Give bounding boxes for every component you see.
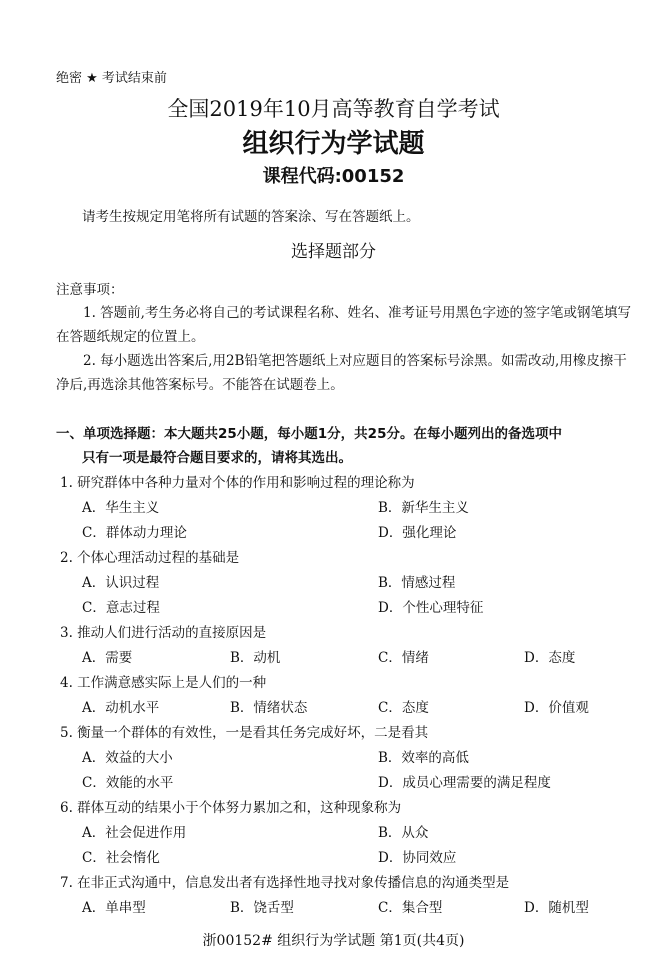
question-4-option-b: B．情绪状态: [230, 700, 308, 716]
note-item-2: 2. 每小题选出答案后,用2B铅笔把答题纸上对应题目的答案标号涂黑。如需改动,用橡皮擦干净后,再选涂其他答案标号。不能答在试题卷上。: [56, 353, 627, 393]
question-7-stem: 7. 在非正式沟通中，信息发出者有选择性地寻找对象传播信息的沟通类型是: [60, 875, 510, 891]
part-title: 选择题部分: [291, 242, 376, 262]
question-7-option-b: B．饶舌型: [230, 900, 294, 916]
question-4-option-d: D．价值观: [524, 700, 589, 716]
question-6-option-a: A．社会促进作用: [82, 825, 187, 841]
section-heading-line2: 只有一项是最符合题目要求的，请将其选出。: [82, 450, 352, 466]
question-7-option-c: C．集合型: [378, 900, 443, 916]
question-6-stem: 6. 群体互动的结果小于个体努力累加之和，这种现象称为: [60, 800, 402, 816]
question-2-option-a: A．认识过程: [82, 575, 160, 591]
question-4-stem: 4. 工作满意感实际上是人们的一种: [60, 675, 267, 691]
question-1-option-b: B．新华生主义: [378, 500, 469, 516]
question-5-option-c: C．效能的水平: [82, 775, 174, 791]
question-4-option-a: A．动机水平: [82, 700, 160, 716]
question-1-option-a: A．华生主义: [82, 500, 160, 516]
question-3-option-b: B．动机: [230, 650, 281, 666]
question-1-stem: 1. 研究群体中各种力量对个体的作用和影响过程的理论称为: [60, 475, 415, 491]
section-heading-line1: 一、单项选择题：本大题共25小题，每小题1分，共25分。在每小题列出的备选项中: [56, 426, 562, 442]
answer-instruction: 请考生按规定用笔将所有试题的答案涂、写在答题纸上。: [82, 209, 420, 225]
question-6-option-c: C．社会惰化: [82, 850, 160, 866]
confidential-label: 绝密 ★ 考试结束前: [56, 71, 167, 86]
notes-heading: 注意事项：: [56, 282, 124, 298]
question-7-option-a: A．单串型: [82, 900, 146, 916]
question-3-option-d: D．态度: [524, 650, 576, 666]
question-3-option-c: C．情绪: [378, 650, 429, 666]
question-5-stem: 5. 衡量一个群体的有效性，一是看其任务完成好坏，二是看其: [60, 725, 429, 741]
question-2-option-c: C．意志过程: [82, 600, 160, 616]
question-1-option-d: D．强化理论: [378, 525, 457, 541]
exam-name: 全国2019年10月高等教育自学考试: [167, 97, 500, 121]
question-4-option-c: C．态度: [378, 700, 429, 716]
question-2-option-d: D．个性心理特征: [378, 600, 484, 616]
question-5-option-d: D．成员心理需要的满足程度: [378, 775, 551, 791]
question-2-stem: 2. 个体心理活动过程的基础是: [60, 550, 240, 566]
question-5-option-a: A．效益的大小: [82, 750, 173, 766]
question-2-option-b: B．情感过程: [378, 575, 456, 591]
question-7-option-d: D．随机型: [524, 900, 589, 916]
question-3-stem: 3. 推动人们进行活动的直接原因是: [60, 625, 267, 641]
note-item-1: 1. 答题前,考生务必将自己的考试课程名称、姓名、准考证号用黑色字迹的签字笔或钢笔填写在答题纸规定的位置上。: [56, 305, 631, 345]
question-6-option-b: B．从众: [378, 825, 429, 841]
question-1-option-c: C．群体动力理论: [82, 525, 187, 541]
question-3-option-a: A．需要: [82, 650, 133, 666]
question-6-option-d: D．协同效应: [378, 850, 457, 866]
course-code: 课程代码:00152: [262, 166, 405, 187]
question-5-option-b: B．效率的高低: [378, 750, 469, 766]
paper-title: 组织行为学试题: [242, 129, 425, 159]
page-footer: 浙00152# 组织行为学试题 第1页(共4页): [202, 933, 465, 949]
